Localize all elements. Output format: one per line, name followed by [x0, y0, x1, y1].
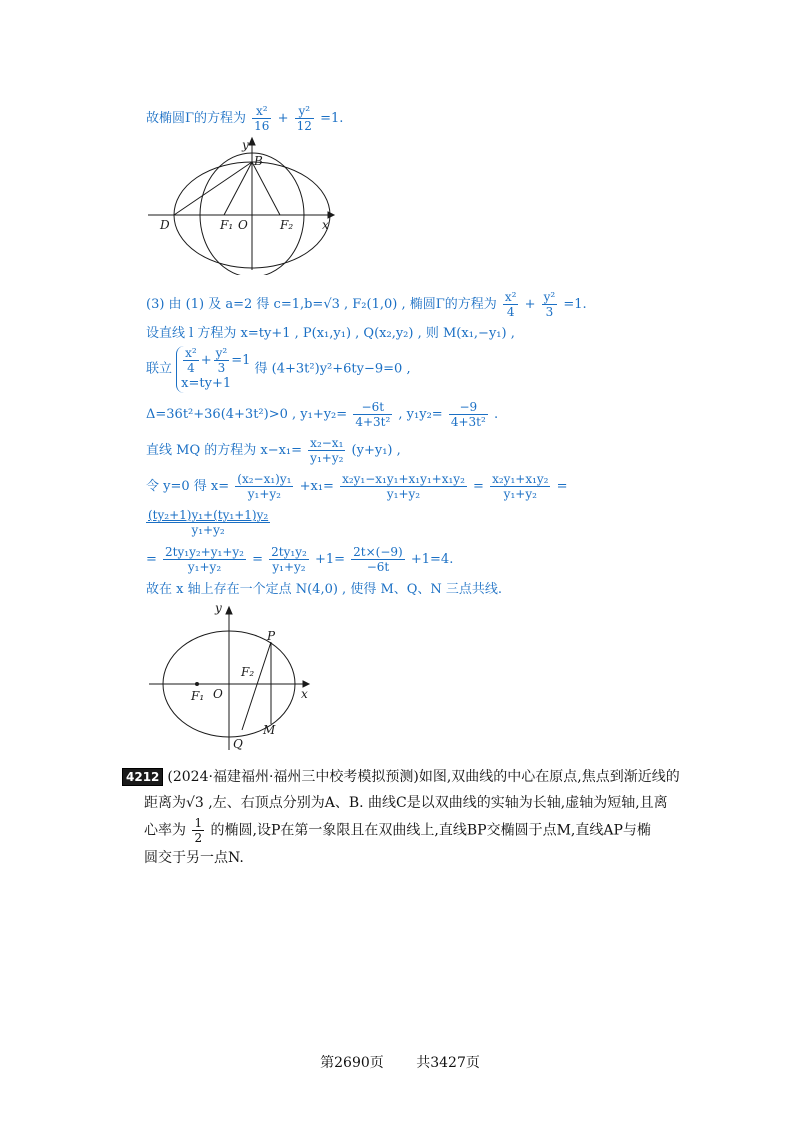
x-arrow-icon — [328, 212, 334, 218]
numerator: (ty₂+1)y₁+(ty₁+1)y₂ — [148, 508, 269, 522]
text: , y₁y₂= — [398, 407, 443, 422]
text: (2024·福建福州·福州三中校考模拟预测)如图,双曲线的中心在原点,焦点到渐近线的 — [167, 769, 680, 785]
y-arrow-icon — [249, 138, 255, 145]
fraction — [449, 400, 488, 429]
figure-ellipses-1 — [140, 135, 340, 275]
label-f2: F₂ — [280, 218, 294, 232]
label-d: D — [160, 218, 170, 232]
denominator: 3 — [545, 305, 554, 319]
denominator: 4+3t² — [355, 415, 391, 429]
text: + — [524, 297, 536, 312]
numerator: 2ty₁y₂ — [271, 545, 307, 559]
label-x: x — [301, 687, 308, 701]
numerator: −9 — [449, 400, 488, 415]
denominator: 3 — [217, 361, 226, 375]
fraction — [192, 816, 204, 845]
text: Δ=36t²+36(4+3t²)>0 , y₁+y₂= — [146, 407, 348, 422]
text: 联立 — [146, 361, 173, 377]
segment-pq — [242, 642, 271, 730]
denominator: 4 — [187, 361, 195, 375]
text: 得 (4+3t²)y²+6ty−9=0 , — [254, 361, 411, 377]
numerator: x² — [252, 104, 271, 119]
numerator: −6t — [353, 400, 392, 415]
numerator: x₂−x₁ — [308, 436, 345, 451]
numerator: y² — [543, 290, 556, 304]
text: 令 y=0 得 x= — [146, 479, 230, 494]
text: = — [252, 552, 264, 567]
text: . — [493, 407, 499, 422]
denominator: y₁+y₂ — [247, 487, 281, 501]
text: +1= — [314, 552, 346, 567]
solution-line-10: 故在 x 轴上存在一个定点 N(4,0) , 使得 M、Q、N 三点共线. — [146, 582, 503, 597]
text: 心率为 — [144, 822, 186, 839]
denominator: y₁+y₂ — [310, 451, 344, 465]
numerator: 2ty₁y₂+y₁+y₂ — [165, 545, 244, 559]
denominator: y₁+y₂ — [503, 487, 537, 501]
label-x: x — [322, 218, 329, 232]
numerator: x² — [504, 290, 517, 304]
numerator: x₂y₁−x₁y₁+x₁y₁+x₁y₂ — [342, 472, 465, 486]
label-o: O — [213, 687, 223, 701]
numerator: (x₂−x₁)y₁ — [237, 472, 292, 486]
fraction — [490, 472, 550, 501]
solution-line-2 — [146, 290, 587, 319]
numerator: 1 — [194, 816, 203, 830]
fraction — [183, 346, 199, 375]
page-footer — [0, 1052, 800, 1072]
text: =1 — [231, 353, 251, 368]
problem-number-badge: 4212 — [122, 768, 163, 786]
segment-db — [174, 162, 252, 215]
text: =1. — [563, 297, 587, 312]
text: 故椭圆Γ的方程为 — [146, 111, 247, 126]
problem-line-4: 圆交于另一点N. — [144, 850, 244, 866]
y-arrow-icon — [226, 607, 232, 614]
fraction — [353, 400, 392, 429]
label-q: Q — [233, 737, 243, 751]
label-y: y — [215, 601, 222, 615]
label-y: y — [242, 138, 249, 152]
solution-line-4 — [146, 346, 411, 393]
solution-line-1 — [146, 104, 343, 133]
numerator: y² — [295, 104, 314, 119]
denominator: 16 — [254, 119, 270, 133]
solution-line-3: 设直线 l 方程为 x=ty+1 , P(x₁,y₁) , Q(x₂,y₂) , 则 M(x₁,−y₁) , — [146, 326, 515, 341]
denominator: y₁+y₂ — [272, 560, 306, 574]
fraction — [503, 290, 519, 319]
solution-line-8 — [146, 508, 272, 537]
label-o: O — [238, 218, 248, 232]
fraction — [163, 545, 246, 574]
denominator: 4 — [506, 305, 515, 319]
solution-line-6 — [146, 436, 401, 465]
page-number: 第2690页 — [320, 1055, 384, 1071]
fraction — [340, 472, 467, 501]
solution-line-9 — [146, 545, 453, 574]
segment-f1b — [224, 162, 252, 215]
equation-system — [176, 346, 250, 393]
fraction — [235, 472, 293, 501]
system-row-2: x=ty+1 — [181, 376, 232, 391]
label-m: M — [263, 723, 276, 737]
problem-4212 — [122, 764, 682, 871]
text: (3) 由 (1) 及 a=2 得 c=1,b=√3 , F₂(1,0) , 椭圆Γ的方程为 — [146, 297, 497, 312]
text: +1=4. — [410, 552, 454, 567]
label-p: P — [267, 629, 276, 643]
solution-line-7 — [146, 472, 568, 501]
label-f1: F₁ — [220, 218, 234, 232]
fraction — [214, 346, 230, 375]
problem-line-3 — [122, 816, 682, 845]
fraction — [295, 104, 314, 133]
fraction — [146, 508, 270, 537]
text: = — [146, 552, 157, 567]
denominator: y₁+y₂ — [191, 523, 225, 537]
segment-f2b — [252, 162, 280, 215]
problem-line-1 — [122, 764, 682, 790]
text: + — [200, 353, 212, 368]
problem-line-2: 距离为√3 ,左、右顶点分别为A、B. 曲线C是以双曲线的实轴为长轴,虚轴为短轴,且离 — [144, 795, 668, 811]
denominator: y₁+y₂ — [187, 560, 222, 574]
fraction — [351, 545, 405, 574]
label-f2: F₂ — [241, 665, 255, 679]
text: 的椭圆,设P在第一象限且在双曲线上,直线BP交椭圆于点M,直线AP与椭 — [210, 822, 651, 839]
denominator: 2 — [194, 831, 203, 845]
text: =1. — [320, 111, 344, 126]
denominator: −6t — [366, 560, 390, 574]
figure-ellipse-2 — [145, 600, 325, 755]
numerator: y² — [215, 346, 228, 360]
text: (y+y₁) , — [351, 443, 401, 458]
text: = — [473, 479, 484, 494]
total-pages: 共3427页 — [416, 1055, 480, 1071]
label-f1: F₁ — [191, 689, 205, 703]
focus-f1-dot — [195, 682, 199, 686]
denominator: 12 — [296, 119, 312, 133]
system-row-1 — [181, 346, 250, 375]
denominator: y₁+y₂ — [386, 487, 421, 501]
text: +x₁= — [299, 479, 334, 494]
denominator: 4+3t² — [450, 415, 486, 429]
text: + — [277, 111, 289, 126]
label-b: B — [254, 154, 263, 168]
numerator: x² — [185, 346, 197, 360]
fraction — [308, 436, 345, 465]
numerator: 2t×(−9) — [353, 545, 403, 559]
text: = — [556, 479, 568, 494]
solution-line-5 — [146, 400, 498, 429]
fraction — [252, 104, 271, 133]
text: 直线 MQ 的方程为 x−x₁= — [146, 443, 303, 458]
numerator: x₂y₁+x₁y₂ — [492, 472, 549, 486]
fraction — [542, 290, 558, 319]
fraction — [269, 545, 309, 574]
